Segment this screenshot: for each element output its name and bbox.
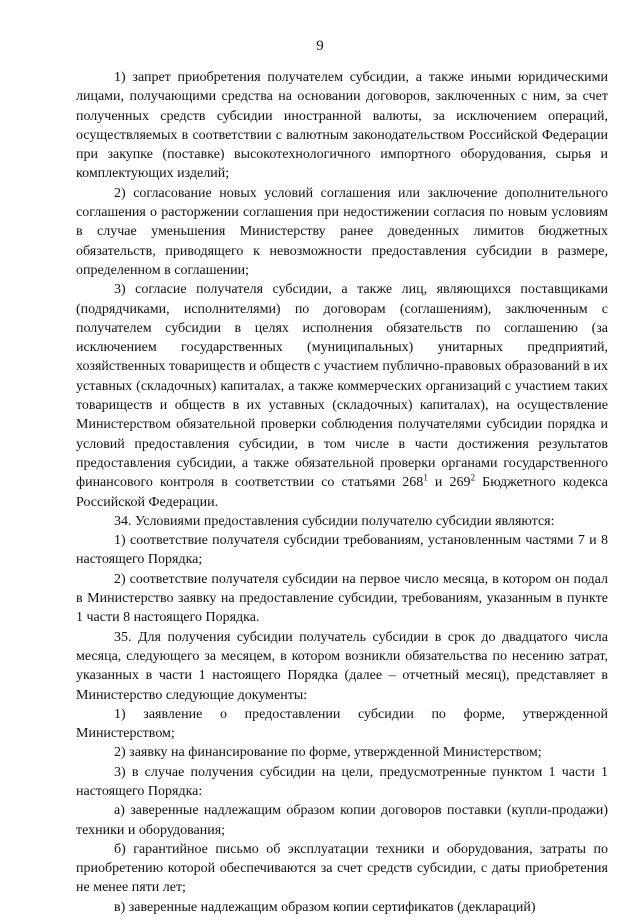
superscript-1: 1 [423,472,428,483]
document-body [76,68,608,917]
paragraph-consent-inspection [76,280,608,512]
paragraph-prohibition: 1) запрет приобретения получателем субсидии, а также иными юридическими лицами, получающими средства на основании договоров, заключенных с ним, за счет полученных средств субсидии иностранной валюты, за исключением операций, осуществляемых в соответствии с валютным законодательством Российской Федерации при закупке (поставке) высокотехнологичного импортного оборудования, сырья и комплектующих изделий; [76,70,608,182]
paragraph-35-item-3b: б) гарантийное письмо об эксплуатации техники и оборудования, затраты по приобретению которой обеспечиваются за счет средств субсидии, с даты приобретения не менее пяти лет; [76,841,608,896]
paragraph-34-conditions: 34. Условиями предоставления субсидии получателю субсидии являются: [114,513,555,529]
superscript-2: 2 [470,472,476,483]
paragraph-35-item-3v: в) заверенные надлежащим образом копии сертификатов (деклараций) [114,899,536,915]
paragraph-consent-tail: Бюджетного кодекса Российской Федерации. [76,475,608,510]
paragraph-35-item-3: 3) в случае получения субсидии на цели, предусмотренные пунктом 1 части 1 настоящего Порядка: [76,764,608,799]
paragraph-34-item-2: 2) соответствие получателя субсидии на первое число месяца, в котором он подал в Министерство заявку на предоставление субсидии, требованиям, указанным в пункте 1 части 8 настоящего Порядка. [76,571,608,626]
paragraph-35-item-2: 2) заявку на финансирование по форме, утвержденной Министерством; [114,745,542,761]
paragraph-35-item-3a: а) заверенные надлежащим образом копии договоров поставки (купли-продажи) техники и оборудования; [76,803,608,838]
paragraph-consent-text: 3) согласие получателя субсидии, а также лиц, являющихся поставщиками (подрядчиками, исполнителями) по договорам (соглашениям), заключенным с получателем субсидии в целях исполнения обязательств по соглашению (за исключением государственных (муниципальных) унитарных предприятий, хозяйственных товариществ и обществ с участием публично-правовых образований в их уставных (складочных) капиталах, а также коммерческих организаций с участием таких товариществ и обществ в их уставных (складочных) капиталах), на осуществление Министерством обязательной проверки соблюдения получателями субсидии порядка и условий предоставления субсидии, в том числе в части достижения результатов предоставления субсидии, а также обязательной проверки органами государственного финансового контроля в соответствии со статьями 268 [76,282,608,491]
paragraph-consent-mid: и 269 [427,475,471,491]
page-number: 9 [316,38,324,54]
paragraph-35-documents: 35. Для получения субсидии получатель субсидии в срок до двадцатого числа месяца, следующего за месяцем, в котором возникли обязательства по несению затрат, указанных в части 1 настоящего Порядка (далее – отчетный месяц), представляет в Министерство следующие документы: [76,629,608,703]
paragraph-34-item-1: 1) соответствие получателя субсидии требованиям, установленным частями 7 и 8 настоящего Порядка; [76,533,608,568]
paragraph-agreement-change: 2) согласование новых условий соглашения или заключение дополнительного соглашения о расторжении соглашения при недостижении согласия по новым условиям в случае уменьшения Министерству ранее доведенных лимитов бюджетных обязательств, приводящего к невозможности предоставления субсидии в размере, определенном в соглашении; [76,185,608,278]
paragraph-35-item-1: 1) заявление о предоставлении субсидии по форме, утвержденной Министерством; [76,706,608,742]
